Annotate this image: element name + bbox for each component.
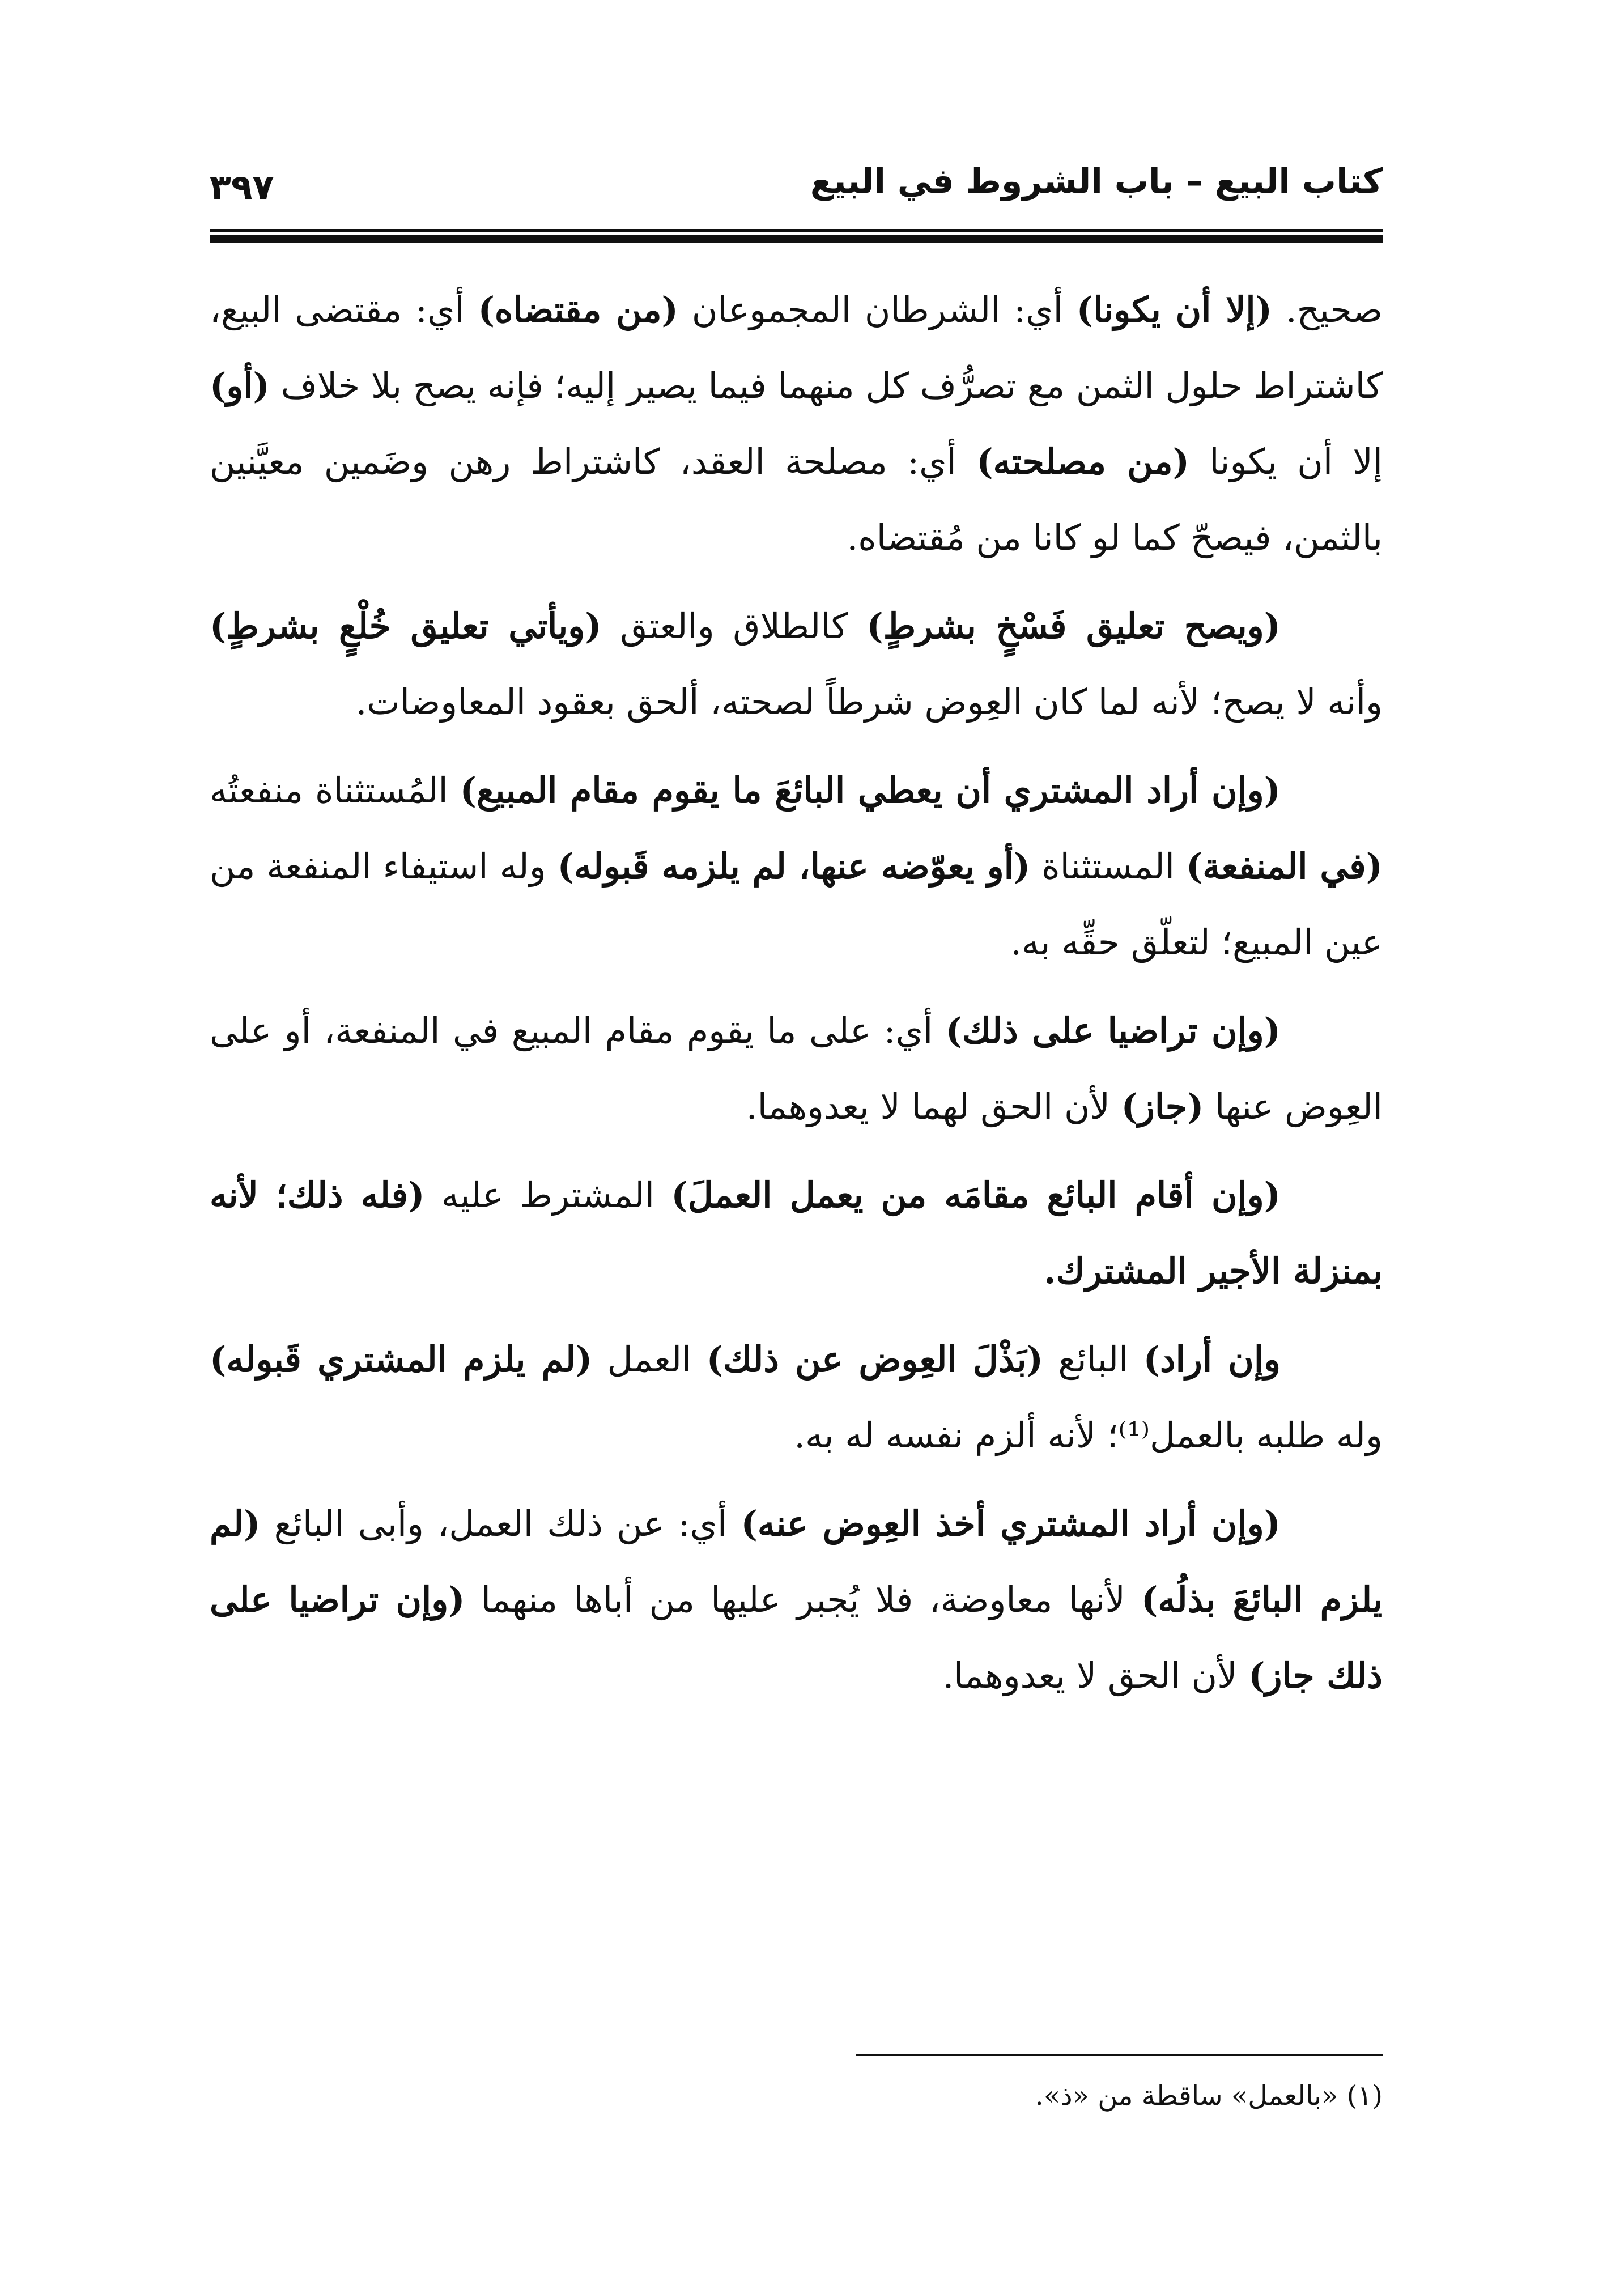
sharh-text: وله استيفاء المنفعة من عين المبيع؛ لتعلّق حقِّه به. xyxy=(210,846,1383,963)
sharh-text: أي: الشرطان المجموعان xyxy=(678,289,1077,330)
paragraph xyxy=(210,1157,1383,1309)
matn-text: (أو) xyxy=(210,365,270,406)
matn-text: (وإن أراد المشتري أخذ العِوض عنه) xyxy=(741,1503,1281,1544)
header-rule-thin xyxy=(210,229,1383,232)
sharh-text: ⁽¹⁾ xyxy=(1118,1415,1150,1456)
sharh-text: أي: مقتضى البيع، كاشتراط حلول الثمن مع تصرُّف كل منهما فيما يصير إليه؛ فإنه يصح بلا خلاف xyxy=(210,289,1383,406)
sharh-text: المشترط عليه xyxy=(424,1174,671,1216)
matn-text: (ويصح تعليق فَسْخٍ بشرطٍ) xyxy=(866,605,1281,647)
sharh-text: البائع xyxy=(1043,1339,1143,1380)
paragraph xyxy=(210,1322,1383,1474)
sharh-text: أي: على ما يقوم مقام المبيع في المنفعة، أو على العِوض عنها xyxy=(210,1010,1383,1127)
body-text xyxy=(210,272,1383,1726)
matn-text: (من مقتضاه) xyxy=(478,289,678,330)
matn-text: (وإن تراضيا على ذلك) xyxy=(945,1010,1281,1051)
matn-text: (ويأتي تعليق خُلْعٍ بشرطٍ) xyxy=(210,605,602,647)
matn-text: (وإن أراد المشتري أن يعطي البائعَ ما يقوم مقام المبيع) xyxy=(460,770,1281,811)
sharh-text: صحيح. xyxy=(1272,289,1383,330)
matn-text: (بَذْلَ العِوض عن ذلك) xyxy=(706,1339,1043,1380)
matn-text: (وإن أقام البائع مقامَه من يعمل العملَ) xyxy=(671,1174,1281,1216)
paragraph xyxy=(210,1486,1383,1714)
sharh-text: أي: مصلحة العقد، كاشتراط رهن وضَمين معيَّنين بالثمن، فيصحّ كما لو كانا من مُقتضاه. xyxy=(210,441,1383,558)
footnote-divider xyxy=(856,2054,1383,2056)
matn-text: (فله ذلك؛ لأنه بمنزلة الأجير المشترك. xyxy=(210,1174,1383,1292)
sharh-text: العمل xyxy=(592,1339,707,1380)
matn-text: (من مصلحته) xyxy=(976,441,1189,482)
header-rule-thick xyxy=(210,235,1383,243)
page-number: ٣٩٧ xyxy=(210,167,274,208)
matn-text: وإن أراد) xyxy=(1143,1339,1281,1380)
sharh-text: كالطلاق والعتق xyxy=(601,605,867,647)
sharh-text: وله طلبه بالعمل xyxy=(1149,1415,1383,1456)
matn-text: (لم يلزم البائعَ بذلُه) xyxy=(210,1503,1383,1620)
sharh-text: وأنه لا يصح؛ لأنه لما كان العِوض شرطاً لصحته، ألحق بعقود المعاوضات. xyxy=(355,681,1383,723)
matn-text: (أو يعوّضه عنها، لم يلزمه قَبوله) xyxy=(557,846,1031,887)
paragraph xyxy=(210,753,1383,980)
footnote: (١) «بالعمل» ساقطة من «ذ». xyxy=(1035,2080,1383,2112)
page-header xyxy=(210,164,1383,232)
header-title: كتاب البيع – باب الشروط في البيع xyxy=(810,162,1383,201)
sharh-text: لأن الحق لا يعدوهما. xyxy=(942,1655,1249,1696)
sharh-text: المستثناة xyxy=(1030,846,1186,887)
sharh-text: ؛ لأنه ألزم نفسه له به. xyxy=(794,1415,1119,1456)
sharh-text: لأنها معاوضة، فلا يُجبر عليها من أباها منهما xyxy=(465,1579,1142,1620)
matn-text: (إلا أن يكونا) xyxy=(1076,289,1272,330)
matn-text: (في المنفعة) xyxy=(1185,846,1383,887)
sharh-text: لأن الحق لهما لا يعدوهما. xyxy=(746,1086,1121,1127)
matn-text: (لم يلزم المشتري قَبوله) xyxy=(210,1339,593,1380)
paragraph xyxy=(210,588,1383,740)
sharh-text: المُستثناة منفعتُه xyxy=(210,770,460,811)
paragraph xyxy=(210,272,1383,576)
paragraph xyxy=(210,993,1383,1145)
matn-text: (وإن تراضيا على ذلك جاز) xyxy=(210,1579,1383,1696)
sharh-text: أي: عن ذلك العمل، وأبى البائع xyxy=(260,1503,741,1544)
matn-text: (جاز) xyxy=(1121,1086,1204,1127)
sharh-text: إلا أن يكونا xyxy=(1189,441,1383,482)
